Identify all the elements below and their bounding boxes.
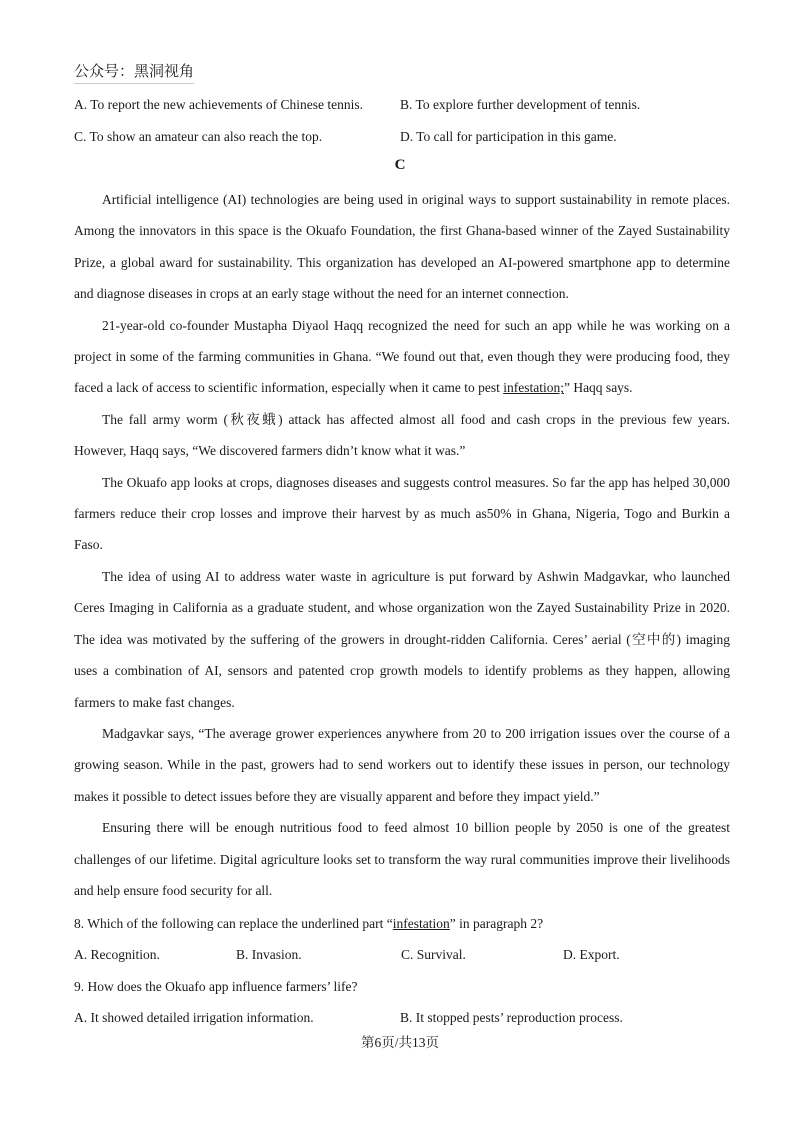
prev-option-b: B. To explore further development of tennis. xyxy=(400,97,641,112)
paragraph-2-text: 21-year-old co-founder Mustapha Diyaol Haqq recognized the need for such an app while he was working on a project in some of the farming communities in Ghana. “We found out that, even though they were producing food, they faced a lack of access to scientific information, especially when it came to pest xyxy=(74,317,730,396)
paragraph-2-tail: ” Haqq says. xyxy=(563,380,633,396)
section-heading: C xyxy=(394,157,406,173)
q8-option-d: D. Export. xyxy=(563,947,620,962)
q8-option-c: C. Survival. xyxy=(401,947,466,962)
q9-option-a: A. It showed detailed irrigation information. xyxy=(74,1010,314,1025)
paragraph-1: Artificial intelligence (AI) technologies are being used in original ways to support sustainability in remote places. Among the innovators in this space is the Okuafo Foundation, the first Ghana-based winner of the Zayed Sustainability Prize, a global award for sustainability. This organization has developed an AI-powered smartphone app to determine and diagnose diseases in crops at an early stage without the need for an internet connection. xyxy=(74,192,730,302)
q8-option-b: B. Invasion. xyxy=(236,947,302,962)
paragraph-7: Ensuring there will be enough nutritious food to feed almost 10 billion people by 2050 is one of the greatest challenges of our lifetime. Digital agriculture looks set to transform the way rural communities improve their livelihoods and help ensure food security for all. xyxy=(74,820,730,898)
q9-option-b: B. It stopped pests’ reproduction process. xyxy=(400,1010,623,1025)
prev-option-d: D. To call for participation in this game. xyxy=(400,129,617,144)
question-8-stem xyxy=(74,914,734,934)
passage xyxy=(74,184,730,906)
q8-option-a: A. Recognition. xyxy=(74,947,160,962)
q8-stem-tail: ” in paragraph 2? xyxy=(449,916,544,931)
prev-option-c: C. To show an amateur can also reach the top. xyxy=(74,129,323,144)
question-9-options xyxy=(74,1008,734,1028)
question-9-stem: 9. How does the Okuafo app influence farmers’ life? xyxy=(74,979,358,994)
page-footer: 第6页/共13页 xyxy=(360,1035,439,1050)
underlined-word: infestation; xyxy=(503,380,564,396)
prev-options-row-1 xyxy=(74,95,734,115)
paragraph-4: The Okuafo app looks at crops, diagnoses diseases and suggests control measures. So far the app has helped 30,000 farmers reduce their crop losses and improve their harvest by as much as50% in Ghana, Nigeria, Togo and Burkin a Faso. xyxy=(74,474,730,553)
prev-option-a: A. To report the new achievements of Chinese tennis. xyxy=(74,97,363,112)
prev-options-row-2 xyxy=(74,127,734,147)
watermark-label: 公众号：黑洞视角 xyxy=(74,60,194,84)
paragraph-5: The idea of using AI to address water waste in agriculture is put forward by Ashwin Madgavkar, who launched Ceres Imaging in California as a graduate student, and whose organization won the Zayed Sustainability Prize in 2020. The idea was motivated by the suffering of the growers in drought-ridden California. Ceres’ aerial (空中的) imaging uses a combination of AI, sensors and patented crop growth models to identify problems as they happen, allowing farmers to make fast changes. xyxy=(74,568,730,710)
q8-stem-text: 8. Which of the following can replace the underlined part “ xyxy=(74,916,393,931)
paragraph-6: Madgavkar says, “The average grower experiences anywhere from 20 to 200 irrigation issues over the course of a growing season. While in the past, growers had to send workers out to identify these issues in person, our technology makes it possible to detect issues before they are visually apparent and before they impact yield.” xyxy=(74,725,730,804)
paragraph-3: The fall army worm (秋夜蛾) attack has affected almost all food and cash crops in the previous few years. However, Haqq says, “We discovered farmers didn’t know what it was.” xyxy=(74,411,730,459)
q8-underlined-word: infestation xyxy=(392,916,450,931)
paragraph-2 xyxy=(74,310,730,404)
